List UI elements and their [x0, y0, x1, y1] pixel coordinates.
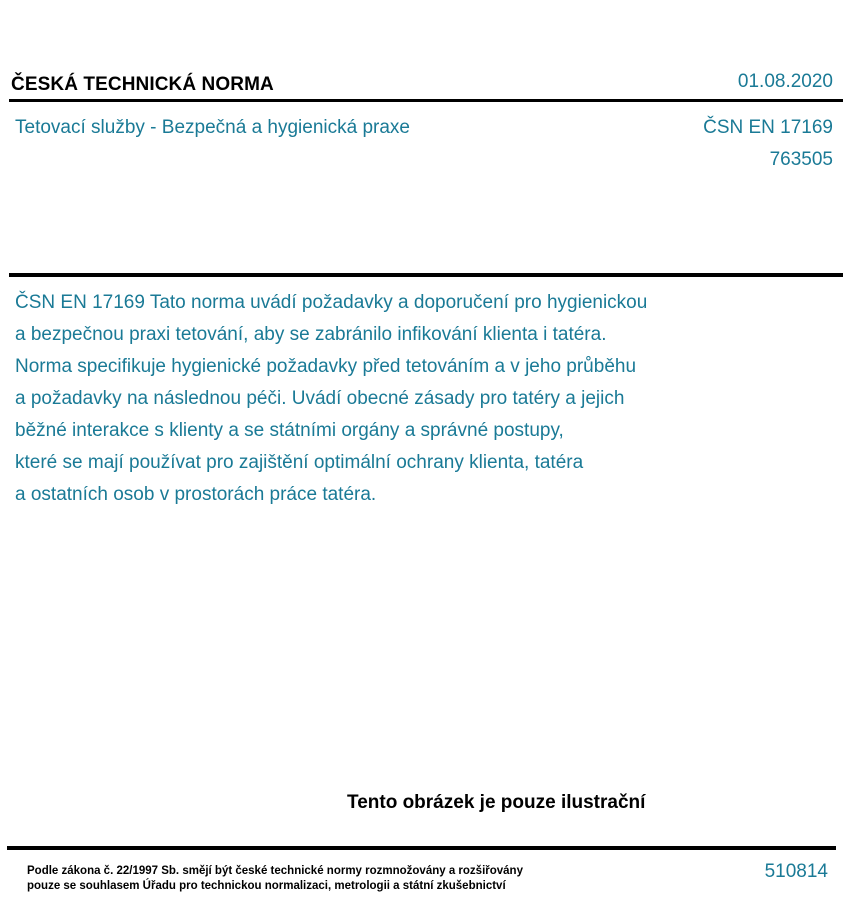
publication-date: 01.08.2020 — [737, 71, 833, 92]
abstract-line: Norma specifikuje hygienické požadavky před tetováním a v jeho průběhu — [15, 356, 637, 377]
header-divider — [9, 99, 843, 102]
abstract-line: a požadavky na následnou péči. Uvádí obecné zásady pro tatéry a jejich — [15, 388, 625, 409]
abstract-line: ČSN EN 17169 Tato norma uvádí požadavky a doporučení pro hygienickou — [15, 292, 648, 313]
abstract-line: běžné interakce s klienty a se státními orgány a správné postupy, — [15, 420, 564, 441]
legal-notice-line: Podle zákona č. 22/1997 Sb. smějí být české technické normy rozmnožovány a rozšiřovány — [27, 865, 523, 877]
section-divider — [9, 273, 843, 277]
standard-number: ČSN EN 17169 — [703, 117, 833, 138]
catalog-number: 510814 — [764, 861, 828, 882]
abstract-line: a ostatních osob v prostorách práce tatéra. — [15, 484, 377, 505]
abstract-line: a bezpečnou praxi tetování, aby se zabránilo infikování klienta i tatéra. — [15, 324, 607, 345]
abstract-text — [15, 287, 775, 511]
legal-notice-line: pouze se souhlasem Úřadu pro technickou normalizaci, metrologii a státní zkušebnictví — [27, 880, 506, 892]
footer-divider — [7, 846, 836, 850]
classification-code: 763505 — [769, 149, 833, 170]
abstract-line: které se mají používat pro zajištění optimální ochrany klienta, tatéra — [15, 452, 584, 473]
legal-notice — [27, 864, 523, 894]
illustration-note: Tento obrázek je pouze ilustrační — [347, 792, 646, 813]
standard-title: Tetovací služby - Bezpečná a hygienická praxe — [15, 117, 410, 138]
document-type-heading: ČESKÁ TECHNICKÁ NORMA — [11, 74, 274, 95]
